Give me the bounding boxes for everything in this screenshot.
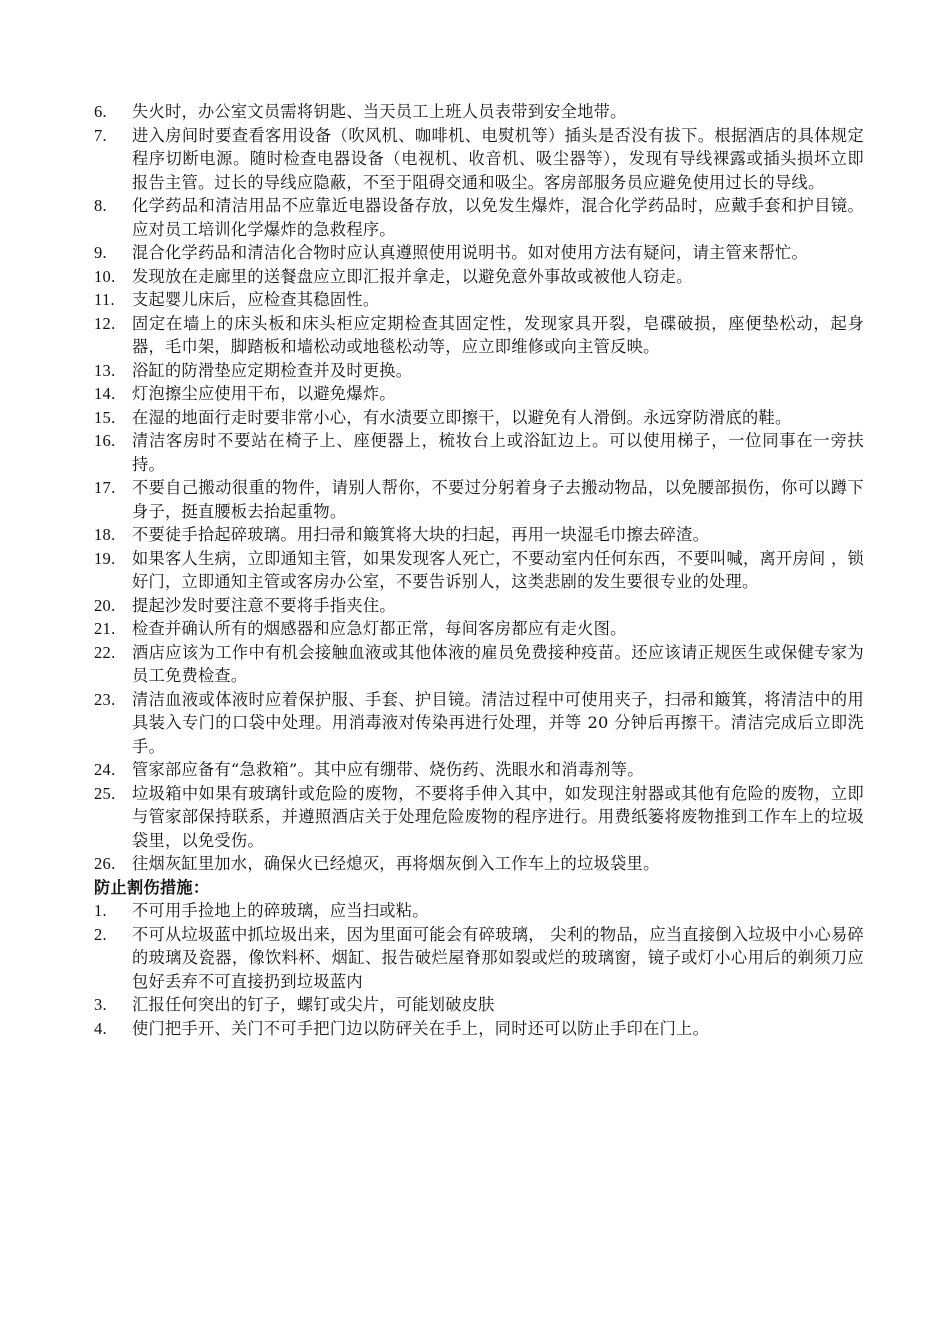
list-item-text: 化学药品和清洁用品不应靠近电器设备存放，以免发生爆炸，混合化学药品时，应戴手套和护目镜。应对员工培训化学爆炸的急救程序。 — [132, 196, 864, 239]
list-item-number: 23. — [94, 689, 116, 709]
list-item-text: 汇报任何突出的钉子，螺钉或尖片，可能划破皮肤 — [132, 995, 495, 1014]
list-item-text: 不可用手捡地上的碎玻璃，应当扫或粘。 — [132, 901, 429, 920]
list-item-text: 提起沙发时要注意不要将手指夹住。 — [132, 595, 396, 615]
list-item-text: 浴缸的防滑垫应定期检查并及时更换。 — [132, 360, 413, 380]
list-item — [94, 641, 864, 688]
list-item — [94, 265, 864, 289]
document-content — [94, 100, 864, 1040]
list-item-text: 清洁血液或体液时应着保护服、手套、护目镜。清洁过程中可使用夹子，扫帚和簸箕，将清洁中的用具装入专门的口袋中处理。用消毒液对传染再进行处理，并等 20 分钟后再擦干。清洁完成后立即洗手。 — [132, 689, 864, 756]
list-item — [94, 782, 864, 853]
list-item — [94, 406, 864, 430]
list-item-text: 如果客人生病，立即通知主管，如果发现客人死亡，不要动室内任何东西，不要叫喊，离开房间 ，锁好门，立即通知主管或客房办公室，不要告诉别人，这类悲剧的发生要很专业的处理。 — [132, 548, 864, 591]
list-item-text: 垃圾箱中如果有玻璃针或危险的废物，不要将手伸入其中，如发现注射器或其他有危险的废物，立即与管家部保持联系，并遵照酒店关于处理危险废物的程序进行。用费纸篓将废物推到工作车上的垃圾袋里，以免受伤。 — [132, 783, 864, 850]
safety-list — [94, 100, 864, 876]
list-item-number: 12. — [94, 313, 116, 333]
list-item-number: 21. — [94, 619, 116, 638]
list-item-text: 混合化学药品和清洁化合物时应认真遵照使用说明书。如对使用方法有疑问，请主管来帮忙。 — [132, 243, 808, 262]
list-item — [94, 382, 864, 406]
list-item — [94, 359, 864, 383]
list-item-text: 使门把手开、关门不可手把门边以防砰关在手上，同时还可以防止手印在门上。 — [132, 1018, 710, 1038]
list-item — [94, 429, 864, 476]
list-item-text: 不要徒手拾起碎玻璃。用扫帚和簸箕将大块的扫起，再用一块湿毛巾擦去碎渣。 — [132, 525, 710, 544]
list-item-text: 往烟灰缸里加水，确保火已经熄灭，再将烟灰倒入工作车上的垃圾袋里。 — [132, 854, 660, 873]
list-item — [94, 523, 864, 547]
list-item-number: 3. — [94, 995, 107, 1014]
list-item-number: 13. — [94, 360, 116, 380]
list-item-number: 25. — [94, 783, 116, 803]
list-item-text: 进入房间时要查看客用设备（吹风机、咖啡机、电熨机等）插头是否没有拔下。根据酒店的具体规定程序切断电源。随时检查电器设备（电视机、收音机、吸尘器等），发现有导线裸露或插头损坏立即报告主管。过长的导线应隐蔽，不至于阻碍交通和吸尘。客房部服务员应避免使用过长的导线。 — [132, 125, 864, 192]
list-item-number: 9. — [94, 243, 107, 262]
list-item-number: 1. — [94, 901, 107, 920]
list-item — [94, 312, 864, 359]
list-item-number: 10. — [94, 266, 116, 286]
list-item-text: 管家部应备有“急救箱”。其中应有绷带、烧伤药、洗眼水和消毒剂等。 — [132, 760, 644, 779]
list-item-number: 22. — [94, 642, 116, 662]
list-item-number: 6. — [94, 102, 107, 121]
list-item — [94, 476, 864, 523]
list-item-text: 发现放在走廊里的送餐盘应立即汇报并拿走，以避免意外事故或被他人窃走。 — [132, 266, 693, 286]
list-item — [94, 617, 864, 641]
list-item-number: 19. — [94, 548, 116, 568]
list-item-number: 4. — [94, 1018, 107, 1038]
list-item — [94, 923, 864, 994]
list-item-number: 11. — [94, 290, 115, 309]
list-item-text: 灯泡擦尘应使用干布，以避免爆炸。 — [132, 384, 396, 403]
list-item-number: 14. — [94, 384, 116, 403]
list-item — [94, 288, 864, 312]
list-item — [94, 688, 864, 759]
list-item-text: 失火时，办公室文员需将钥匙、当天员工上班人员表带到安全地带。 — [132, 102, 627, 121]
list-item — [94, 993, 864, 1017]
list-item — [94, 547, 864, 594]
list-item-text: 酒店应该为工作中有机会接触血液或其他体液的雇员免费接种疫苗。还应该请正规医生或保健专家为员工免费检查。 — [132, 642, 864, 685]
list-item-number: 26. — [94, 854, 116, 873]
list-item-number: 8. — [94, 196, 107, 215]
list-item — [94, 100, 864, 124]
list-item-number: 15. — [94, 407, 116, 427]
list-item — [94, 852, 864, 876]
list-item-number: 20. — [94, 595, 116, 615]
list-item — [94, 241, 864, 265]
list-item-text: 不要自己搬动很重的物件，请别人帮你，不要过分躬着身子去搬动物品，以免腰部损伤，你可以蹲下身子，挺直腰板去抬起重物。 — [132, 478, 864, 521]
list-item — [94, 124, 864, 195]
section-heading-cut-prevention: 防止割伤措施： — [94, 877, 210, 897]
cut-prevention-list — [94, 899, 864, 1040]
list-item — [94, 758, 864, 782]
list-item-text: 清洁客房时不要站在椅子上、座便器上，梳妆台上或浴缸边上。可以使用梯子，一位同事在一旁扶持。 — [132, 431, 864, 474]
list-item — [94, 194, 864, 241]
list-item-number: 17. — [94, 478, 116, 497]
list-item-text: 检查并确认所有的烟感器和应急灯都正常，每间客房都应有走火图。 — [132, 619, 627, 638]
list-item-text: 在湿的地面行走时要非常小心，有水渍要立即擦干，以避免有人滑倒。永远穿防滑底的鞋。 — [132, 407, 792, 427]
list-item-number: 7. — [94, 125, 107, 145]
list-item-number: 24. — [94, 760, 116, 779]
list-item-text: 不可从垃圾蓝中抓垃圾出来，因为里面可能会有碎玻璃， 尖利的物品，应当直接倒入垃圾中小心易碎的玻璃及瓷器，像饮料杯、烟缸、报告破烂屋脊那如裂或烂的玻璃窗，镜子或灯小心用后的剃须刀应包好丢弃不可直接扔到垃圾蓝内 — [132, 924, 864, 991]
list-item-number: 18. — [94, 525, 116, 544]
list-item — [94, 1017, 864, 1041]
list-item-text: 固定在墙上的床头板和床头柜应定期检查其固定性，发现家具开裂，皂碟破损，座便垫松动，起身器，毛巾架，脚踏板和墙松动或地毯松动等，应立即维修或向主管反映。 — [132, 313, 864, 356]
list-item — [94, 594, 864, 618]
list-item-text: 支起婴儿床后，应检查其稳固性。 — [132, 290, 380, 309]
list-item-number: 16. — [94, 431, 116, 450]
list-item-number: 2. — [94, 924, 107, 944]
list-item — [94, 899, 864, 923]
